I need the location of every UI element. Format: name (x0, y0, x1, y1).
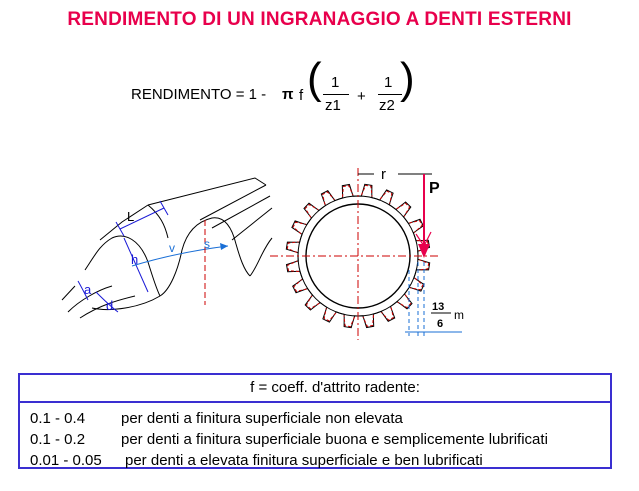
tooth-front-face (100, 205, 148, 240)
table-header (20, 375, 610, 403)
tooth-face-mid (212, 196, 270, 228)
row-range: 0.1 - 0.4 (30, 410, 86, 427)
pitch-arc (132, 246, 228, 266)
row-range: 0.01 - 0.05 (30, 452, 102, 469)
page-title: RENDIMENTO DI UN INGRANAGGIO A DENTI ESTERNI (67, 9, 572, 30)
formula-pi: π (282, 86, 294, 103)
tooth-top-edge (148, 178, 266, 205)
table-body (20, 403, 610, 471)
formula-num1: 1 (331, 74, 340, 91)
row-description: per denti a elevata finitura superficiale e ben lubrificati (125, 452, 483, 469)
label-6: 6 (437, 318, 444, 330)
formula-lhs: RENDIMENTO = 1 - (131, 86, 267, 103)
table-row (20, 450, 610, 471)
module-dimension (405, 262, 462, 336)
right-paren: ) (400, 54, 415, 103)
table-header-text: f = coeff. d'attrito radente: (250, 379, 420, 396)
force-angle-1 (424, 232, 431, 246)
formula-den1: z1 (325, 97, 341, 114)
tooth-sketch (62, 178, 272, 318)
pitch-arrow (220, 243, 228, 250)
table-row (20, 408, 610, 429)
formula-f: f (299, 87, 304, 104)
label-P: P (429, 180, 440, 197)
tooth-profile-next (250, 238, 272, 276)
label-a: a (84, 282, 92, 297)
dim-L-tick2 (160, 201, 168, 215)
label-13: 13 (432, 301, 445, 313)
gear-wheel (270, 168, 440, 340)
label-m: m (454, 308, 464, 322)
label-d: d (106, 298, 114, 313)
label-L: L (127, 209, 135, 224)
label-r: r (381, 166, 386, 183)
left-paren: ( (307, 54, 322, 103)
label-s: s (204, 237, 210, 251)
formula-plus: + (357, 88, 366, 105)
label-h: h (131, 252, 139, 267)
row-description: per denti a finitura superficiale non elevata (121, 410, 403, 427)
row-description: per denti a finitura superficiale buona e semplicemente lubrificati (121, 431, 548, 448)
label-v: v (169, 241, 175, 255)
tooth-profile-left (85, 236, 160, 296)
tooth-face-bottom (232, 208, 272, 240)
formula-num2: 1 (384, 74, 393, 91)
tooth-face-top (200, 185, 266, 220)
table-row (20, 429, 610, 450)
formula-den2: z2 (379, 97, 395, 114)
row-range: 0.1 - 0.2 (30, 431, 86, 448)
friction-coefficient-table (18, 373, 612, 469)
